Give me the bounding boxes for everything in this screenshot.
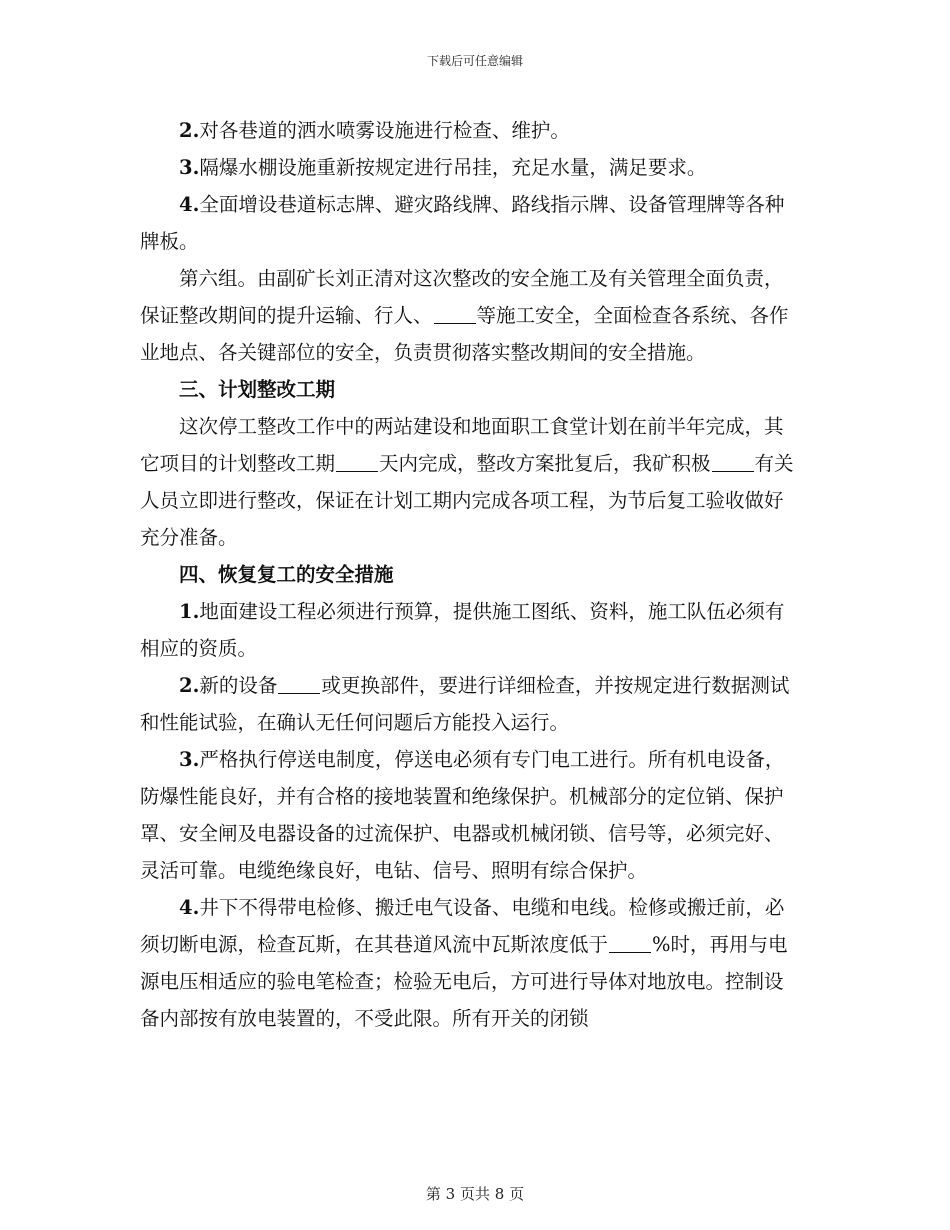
paragraph-item-4: [140, 186, 800, 260]
paragraph-measure-4: [140, 889, 800, 1037]
paragraph-text: 井下不得带电检修、搬迁电气设备、电缆和电线。检修或搬迁前，必须切断电源，检查瓦斯，在其巷道风流中瓦斯浓度低于: [140, 896, 785, 956]
paragraph-text: 新的设备: [199, 674, 278, 697]
paragraph-item-2: [140, 112, 800, 149]
paragraph-text: 或更换部件，要进行详细检查，并按规定进行数据测试和性能试验，在确认无任何问题后方能投入运行。: [140, 674, 790, 734]
paragraph-measure-2: [140, 667, 800, 741]
paragraph-text: 对各巷道的洒水喷雾设施进行检查、维护。: [199, 119, 570, 142]
section-heading-4: 四、恢复复工的安全措施: [179, 563, 394, 586]
fill-in-blank: [712, 452, 754, 473]
item-number: 2.: [179, 674, 200, 697]
fill-in-blank: [278, 674, 320, 695]
item-number: 4.: [179, 193, 200, 216]
item-number: 2.: [179, 119, 200, 142]
paragraph-measure-1: [140, 593, 800, 667]
paragraph-text: 天内完成，整改方案批复后，我矿积极: [379, 452, 711, 475]
section-heading-3: 三、计划整改工期: [179, 378, 336, 401]
paragraph-text: 全面增设巷道标志牌、避灾路线牌、路线指示牌、设备管理牌等各种牌板。: [140, 193, 785, 253]
paragraph-schedule: [140, 408, 800, 556]
paragraph-text: 严格执行停送电制度，停送电必须有专门电工进行。所有机电设备，防爆性能良好，并有合格的接地装置和绝缘保护。机械部分的定位销、保护罩、安全闸及电器设备的过流保护、电器或机械闭锁、信号等，必须完好、灵活可靠。电缆绝缘良好，电钻、信号、照明有综合保护。: [140, 748, 785, 882]
item-number: 3.: [179, 156, 200, 179]
paragraph-measure-3: [140, 741, 800, 889]
paragraph-text: 这次停工整改工作中的两站建设和地面职工食堂计划在前半年完成，其它项目的计划整改工期: [140, 415, 784, 475]
paragraph-item-3: [140, 149, 800, 186]
paragraph-text: 第六组。由副矿长刘正清对这次整改的安全施工及有关管理全面负责，保证整改期间的提升运输、行人、: [140, 267, 784, 327]
fill-in-blank: [434, 304, 476, 325]
item-number: 1.: [179, 600, 200, 623]
item-number: 3.: [179, 748, 200, 771]
paragraph-text: %时，再用与电源电压相适应的验电笔检查；检验无电后，方可进行导体对地放电。控制设备内部按有放电装置的，不受此限。所有开关的闭锁: [140, 933, 788, 1030]
document-body: [140, 112, 800, 1037]
fill-in-blank: [336, 452, 378, 473]
page-footer: 第 3 页共 8 页: [425, 1185, 525, 1203]
fill-in-blank: [609, 933, 651, 954]
paragraph-text: 地面建设工程必须进行预算，提供施工图纸、资料，施工队伍必须有相应的资质。: [140, 600, 785, 660]
page-header: 下载后可任意编辑: [426, 54, 523, 68]
paragraph-text: 有关人员立即进行整改，保证在计划工期内完成各项工程，为节后复工验收做好充分准备。: [140, 452, 794, 549]
paragraph-text: 隔爆水棚设施重新按规定进行吊挂，充足水量，满足要求。: [199, 156, 707, 179]
paragraph-text: 等施工安全，全面检查各系统、各作业地点、各关键部位的安全，负责贯彻落实整改期间的安全措施。: [140, 304, 789, 364]
paragraph-group-six: [140, 260, 800, 371]
item-number: 4.: [179, 896, 200, 919]
